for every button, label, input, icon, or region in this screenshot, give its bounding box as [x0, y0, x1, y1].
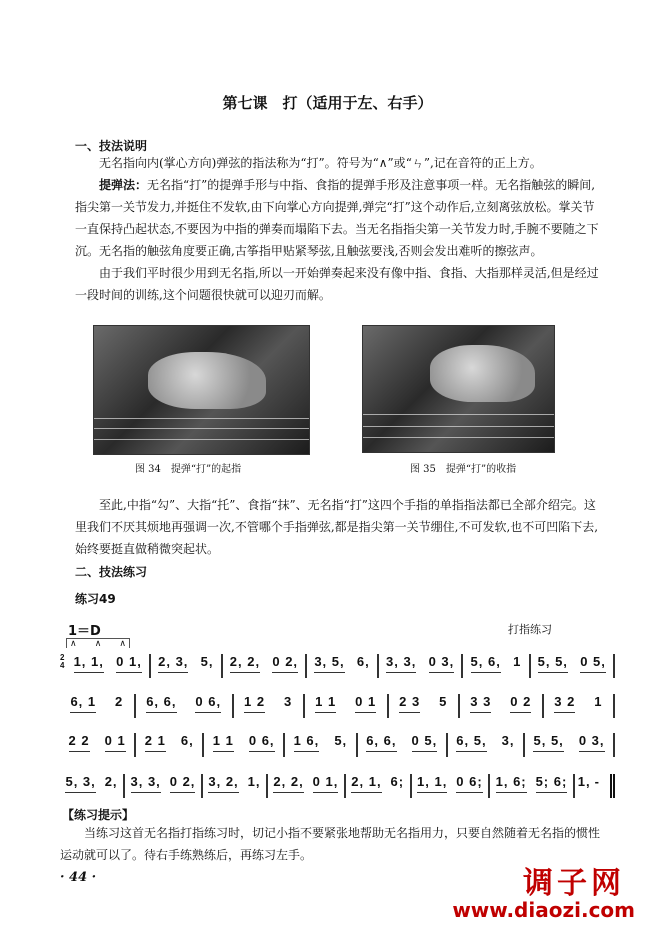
beat: 1, 6; [496, 774, 527, 793]
measure [60, 774, 125, 798]
beat: 3 3 [470, 694, 491, 713]
measure [544, 694, 615, 718]
paragraph-summary: 至此,中指“勾”、大指“托”、食指“抹”、无名指“打”这四个手指的单指指法都已全部介绍完。这里我们不厌其烦地再强调一次,不管哪个手指弹弦,都是指尖第一关节绷住,不可发软,也不可凹陷下去,始终要挺直做稍微突起状。 [75, 498, 599, 556]
beat: 5, [334, 733, 348, 748]
beat: 1 2 [244, 694, 265, 713]
beat: 6, 6, [366, 733, 396, 752]
measure [460, 694, 544, 718]
lesson-title: 第七课 打（适用于左、右手） [222, 94, 433, 112]
key-signature: 1＝D [68, 624, 101, 639]
beat: 3, 5, [314, 654, 344, 673]
beat: 2, 2, [273, 774, 303, 793]
measure [490, 774, 575, 798]
paragraph-lift-technique [75, 174, 605, 262]
beat: 5, 6, [471, 654, 501, 673]
lift-technique-label: 提弹法： [99, 178, 148, 192]
beat: 3, 2, [208, 774, 238, 793]
measure [136, 694, 234, 718]
beat: 1 1 [213, 733, 234, 752]
measure [60, 694, 136, 718]
beat: 6, 5, [456, 733, 486, 752]
measure [151, 654, 223, 678]
measure [203, 774, 268, 798]
measure [60, 733, 136, 757]
measure [125, 774, 203, 798]
beat: 1, [247, 774, 261, 789]
measure [223, 654, 308, 678]
measure [412, 774, 491, 798]
beat: 0 2, [272, 654, 298, 673]
beat: 0 1, [313, 774, 339, 793]
beat: 1, 1, [417, 774, 447, 793]
beat: 3, 3, [386, 654, 416, 673]
figure-34-photo [93, 325, 310, 455]
paragraph-training: 由于我们平时很少用到无名指,所以一开始弹奏起来没有像中指、食指、大指那样灵活,但是经过一段时间的训练,这个问题很快就可以迎刃而解。 [75, 266, 599, 302]
beat: 5 [439, 694, 448, 709]
beat: 0 5, [580, 654, 606, 673]
da-mark-icon: ∧ [119, 639, 126, 649]
measure [525, 733, 615, 757]
figure-35-photo [362, 325, 555, 453]
watermark-name: 调子网 [523, 866, 625, 901]
measure [346, 774, 412, 798]
beat: 6, [356, 654, 370, 669]
score-row [60, 733, 615, 763]
beat: 0 1, [116, 654, 142, 673]
beat: 2, 2, [230, 654, 260, 673]
measure [379, 654, 464, 678]
figure-35-caption: 图 35 提弹“打”的收指 [410, 464, 517, 475]
beat: 2, 3, [158, 654, 188, 673]
beat: 5; 6; [536, 774, 568, 793]
beat: 2, [104, 774, 118, 789]
beat: 2 2 [69, 733, 90, 752]
lift-technique-text: 无名指“打”的提弹手形与中指、食指的提弹手形及注意事项一样。无名指触弦的瞬间,指尖第一关节发力,并挺住不发软,由下向掌心方向提弹,弹完“打”这个动作后,立刻离弦放松。掌关节一直保持凸起状态,不要因为中指的弹奏而塌陷下去。当无名指指尖第一关节发力时,手腕不要随之下沉。无名指的触弦角度要正确,古筝指甲贴紧琴弦,且触弦要浅,否则会发出难听的擦弦声。 [75, 178, 599, 258]
beat: - [594, 774, 600, 789]
beat: 5, 3, [65, 774, 95, 793]
paragraph-definition: 无名指向内(掌心方向)弹弦的指法称为“打”。符号为“∧”或“ㄣ”,记在音符的正上方。 [99, 156, 542, 170]
beat: 0 6; [456, 774, 482, 793]
beat: 6, 6, [146, 694, 176, 713]
beat: 3 2 [554, 694, 575, 713]
score-row [60, 694, 615, 724]
section-heading-technique: 一、技法说明 [75, 139, 148, 153]
measure [234, 694, 305, 718]
score-row [60, 654, 615, 684]
measure [305, 694, 389, 718]
measure [268, 774, 346, 798]
beat: 0 6, [249, 733, 275, 752]
measure [136, 733, 204, 757]
beat: 6, [180, 733, 194, 748]
measure [448, 733, 525, 757]
beat: 2 1 [145, 733, 166, 752]
beat: 2 3 [399, 694, 420, 713]
beat: 3, [501, 733, 515, 748]
beat: 2, 1, [351, 774, 381, 793]
measure [204, 733, 285, 757]
beat: 5, 5, [533, 733, 563, 752]
measure [66, 654, 151, 678]
measure [285, 733, 358, 757]
beat: 1 1 [315, 694, 336, 713]
beat: 1, [577, 774, 591, 789]
beat: 5, 5, [538, 654, 568, 673]
measure [463, 654, 530, 678]
beat: 0 1 [355, 694, 376, 713]
beat: 0 3, [429, 654, 455, 673]
beat: 0 1 [105, 733, 126, 752]
beat: 0 2 [510, 694, 531, 713]
da-mark-icon: ∧ [70, 639, 77, 649]
score-row [60, 774, 615, 804]
beat: 1 [513, 654, 522, 669]
watermark-url: www.diaozi.com [452, 898, 635, 922]
exercise-number: 练习49 [75, 592, 116, 606]
time-signature-bottom: 4 [60, 661, 65, 670]
beat: 3, 3, [131, 774, 161, 793]
beat: 6; [390, 774, 405, 789]
beat: 5, [200, 654, 214, 669]
time-signature [60, 654, 64, 670]
measure [531, 654, 616, 678]
beat: 3 [284, 694, 293, 709]
beat: 0 2, [170, 774, 196, 793]
beat: 2 [115, 694, 124, 709]
beat: 1 [594, 694, 603, 709]
da-mark-icon: ∧ [94, 639, 102, 649]
hint-text: 当练习这首无名指打指练习时，切记小指不要紧张地帮助无名指用力，只要自然随着无名指的惯性运动就可以了。待右手练熟练后，再练习左手。 [60, 826, 601, 862]
score-subtitle: 打指练习 [508, 623, 552, 636]
measure [307, 654, 379, 678]
technique-bracket [66, 638, 130, 648]
hint-heading: 【练习提示】 [62, 808, 135, 822]
beat: 0 6, [195, 694, 221, 713]
beat: 6, 1 [70, 694, 96, 713]
beat: 0 3, [579, 733, 605, 752]
beat: 0 5, [412, 733, 438, 752]
measure [575, 774, 615, 798]
section-heading-practice: 二、技法练习 [75, 565, 148, 579]
beat: 1, 1, [74, 654, 104, 673]
figure-34-caption: 图 34 提弹“打”的起指 [135, 464, 242, 475]
time-signature-top: 2 [60, 653, 65, 662]
beat: 1 6, [294, 733, 320, 752]
measure [358, 733, 448, 757]
measure [389, 694, 460, 718]
page-number: · 44 · [60, 870, 97, 885]
